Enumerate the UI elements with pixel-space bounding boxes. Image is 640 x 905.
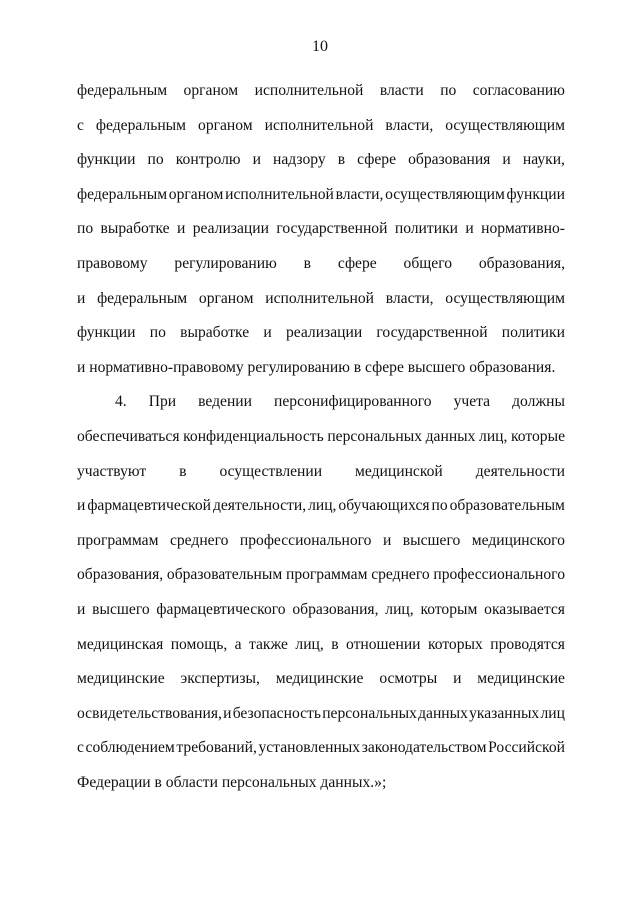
word: образования, [77, 566, 164, 584]
word: контролю [175, 151, 241, 169]
word: медицинского [471, 531, 565, 549]
text-line [77, 178, 565, 213]
word: помощь, [170, 635, 228, 653]
word: лиц, [308, 497, 337, 515]
text-line [77, 558, 565, 593]
text-line [77, 731, 565, 766]
word: науки, [522, 151, 565, 169]
word: и [77, 289, 86, 307]
word: медицинские [77, 670, 165, 688]
word: регулированию [174, 254, 277, 272]
word: осмотры [379, 670, 438, 688]
word: фармацевтической [87, 497, 211, 515]
word: и [77, 600, 86, 618]
word: законодательством [361, 739, 487, 757]
text-line [77, 247, 565, 282]
word: сфере [337, 254, 377, 272]
word: лиц [540, 704, 565, 722]
word: осуществлении [219, 462, 323, 480]
word: участвуют [77, 462, 147, 480]
word: фармацевтического [156, 600, 286, 618]
word: органом [168, 185, 224, 203]
word: также [248, 635, 288, 653]
word: которые [511, 427, 565, 445]
word: высшего [92, 600, 150, 618]
word: политики [394, 220, 458, 238]
word: власти [379, 82, 424, 99]
text-line [77, 212, 565, 247]
word: образования [408, 151, 491, 169]
word: и [465, 220, 474, 238]
word: экспертизы, [180, 670, 260, 688]
word: ведении [198, 393, 252, 411]
word: и [502, 151, 511, 169]
word: политики [501, 324, 565, 342]
word: и [252, 151, 261, 169]
word: персональных [322, 704, 417, 722]
word: по [77, 220, 94, 238]
word: с [77, 116, 84, 134]
word: обеспечиваться [77, 427, 180, 445]
word: осуществляющим [445, 289, 565, 307]
word: учета [453, 393, 491, 411]
text-line [77, 489, 565, 524]
word: федеральным [77, 82, 168, 99]
word: федеральным [97, 289, 188, 307]
word: и [223, 704, 232, 722]
word: образовательным [449, 497, 565, 515]
word: персонифицированного [274, 393, 432, 411]
word: в [337, 151, 346, 169]
word: власти, [385, 289, 434, 307]
word: согласованию [472, 82, 565, 99]
word: власти, [335, 185, 384, 203]
word: надзору [273, 151, 326, 169]
word: в [303, 254, 311, 272]
word: требований, [176, 739, 257, 757]
paragraph-continuation [77, 74, 565, 385]
word: программам [77, 531, 159, 549]
word: государственной [276, 220, 388, 238]
word: по [149, 324, 166, 342]
page-number: 10 [312, 38, 328, 55]
text-line [77, 316, 565, 351]
text-line [77, 697, 565, 732]
word: профессионального [433, 566, 565, 584]
word: нормативно- [481, 220, 565, 238]
word: которым [420, 600, 478, 618]
word: функции [77, 324, 136, 342]
word: оказывается [484, 600, 565, 618]
word: выработке [180, 324, 250, 342]
word: обучающихся [338, 497, 430, 515]
word: должны [512, 393, 565, 411]
word: правовому [77, 254, 148, 272]
word: данных [425, 427, 476, 445]
text-line [77, 455, 565, 490]
word: отношении [346, 635, 421, 653]
word: лиц, [385, 600, 414, 618]
word: исполнительной [265, 289, 375, 307]
text-line [77, 74, 565, 109]
text-line [77, 282, 565, 317]
word: реализации [192, 220, 269, 238]
text-line [77, 628, 565, 663]
text-line [77, 143, 565, 178]
word: исполнительной [225, 185, 334, 203]
text-line [77, 662, 565, 697]
text-line [77, 524, 565, 559]
word: федеральным [77, 185, 168, 203]
word: функции [77, 151, 136, 169]
word: безопасность [232, 704, 321, 722]
word: Российской [488, 739, 565, 757]
word: общего [403, 254, 452, 272]
word: деятельности, [212, 497, 307, 515]
word: федеральным [95, 116, 187, 134]
word: выработке [100, 220, 170, 238]
word: программам [285, 566, 368, 584]
word: указанных [469, 704, 540, 722]
text-line: и нормативно-правовому регулированию в сфере высшего образования. [77, 358, 556, 376]
word: и [382, 531, 392, 549]
word: и [77, 497, 86, 515]
text-line [77, 109, 565, 144]
text-line [77, 593, 565, 628]
word: среднего [169, 531, 229, 549]
word: медицинские [275, 670, 364, 688]
word: высшего [402, 531, 461, 549]
word: органом [198, 116, 253, 134]
word: в [179, 462, 187, 480]
word: органом [198, 289, 254, 307]
word: а [234, 635, 242, 653]
text-line: Федерации в области персональных данных.»; [77, 773, 387, 791]
word: образования, [292, 600, 379, 618]
word: исполнительной [264, 116, 374, 134]
word: освидетельствования, [77, 704, 222, 722]
word: медицинская [77, 635, 164, 653]
word: образования, [478, 254, 565, 272]
word: соблюдением [85, 739, 175, 757]
word: При [148, 393, 177, 411]
word: осуществляющим [385, 185, 505, 203]
word: конфиденциальность [183, 427, 324, 445]
word: с [77, 739, 84, 757]
word: власти, [385, 116, 434, 134]
word: государственной [376, 324, 488, 342]
word: и [176, 220, 186, 238]
word: 4. [115, 393, 127, 411]
word: в [331, 635, 339, 653]
word: осуществляющим [445, 116, 565, 134]
word: лиц, [295, 635, 324, 653]
word: сфере [357, 151, 397, 169]
word: по [431, 497, 448, 515]
word: образовательным [166, 566, 283, 584]
word: и [263, 324, 272, 342]
word: установленных [258, 739, 361, 757]
word: медицинские [477, 670, 565, 688]
paragraph-item-4 [77, 385, 565, 800]
document-body [77, 74, 565, 800]
word: по [147, 151, 164, 169]
word: данных [418, 704, 468, 722]
word: лиц, [479, 427, 508, 445]
word: органом [183, 82, 239, 99]
word: по [440, 82, 457, 99]
word: которых [427, 635, 483, 653]
word: функции [506, 185, 565, 203]
word: исполнительной [254, 82, 364, 99]
word: деятельности [475, 462, 565, 480]
word: профессионального [239, 531, 372, 549]
text-line [77, 420, 565, 455]
text-line [77, 385, 565, 420]
word: проводятся [490, 635, 565, 653]
word: реализации [285, 324, 363, 342]
word: персональных [327, 427, 423, 445]
word: среднего [371, 566, 430, 584]
word: медицинской [355, 462, 443, 480]
word: и [453, 670, 462, 688]
